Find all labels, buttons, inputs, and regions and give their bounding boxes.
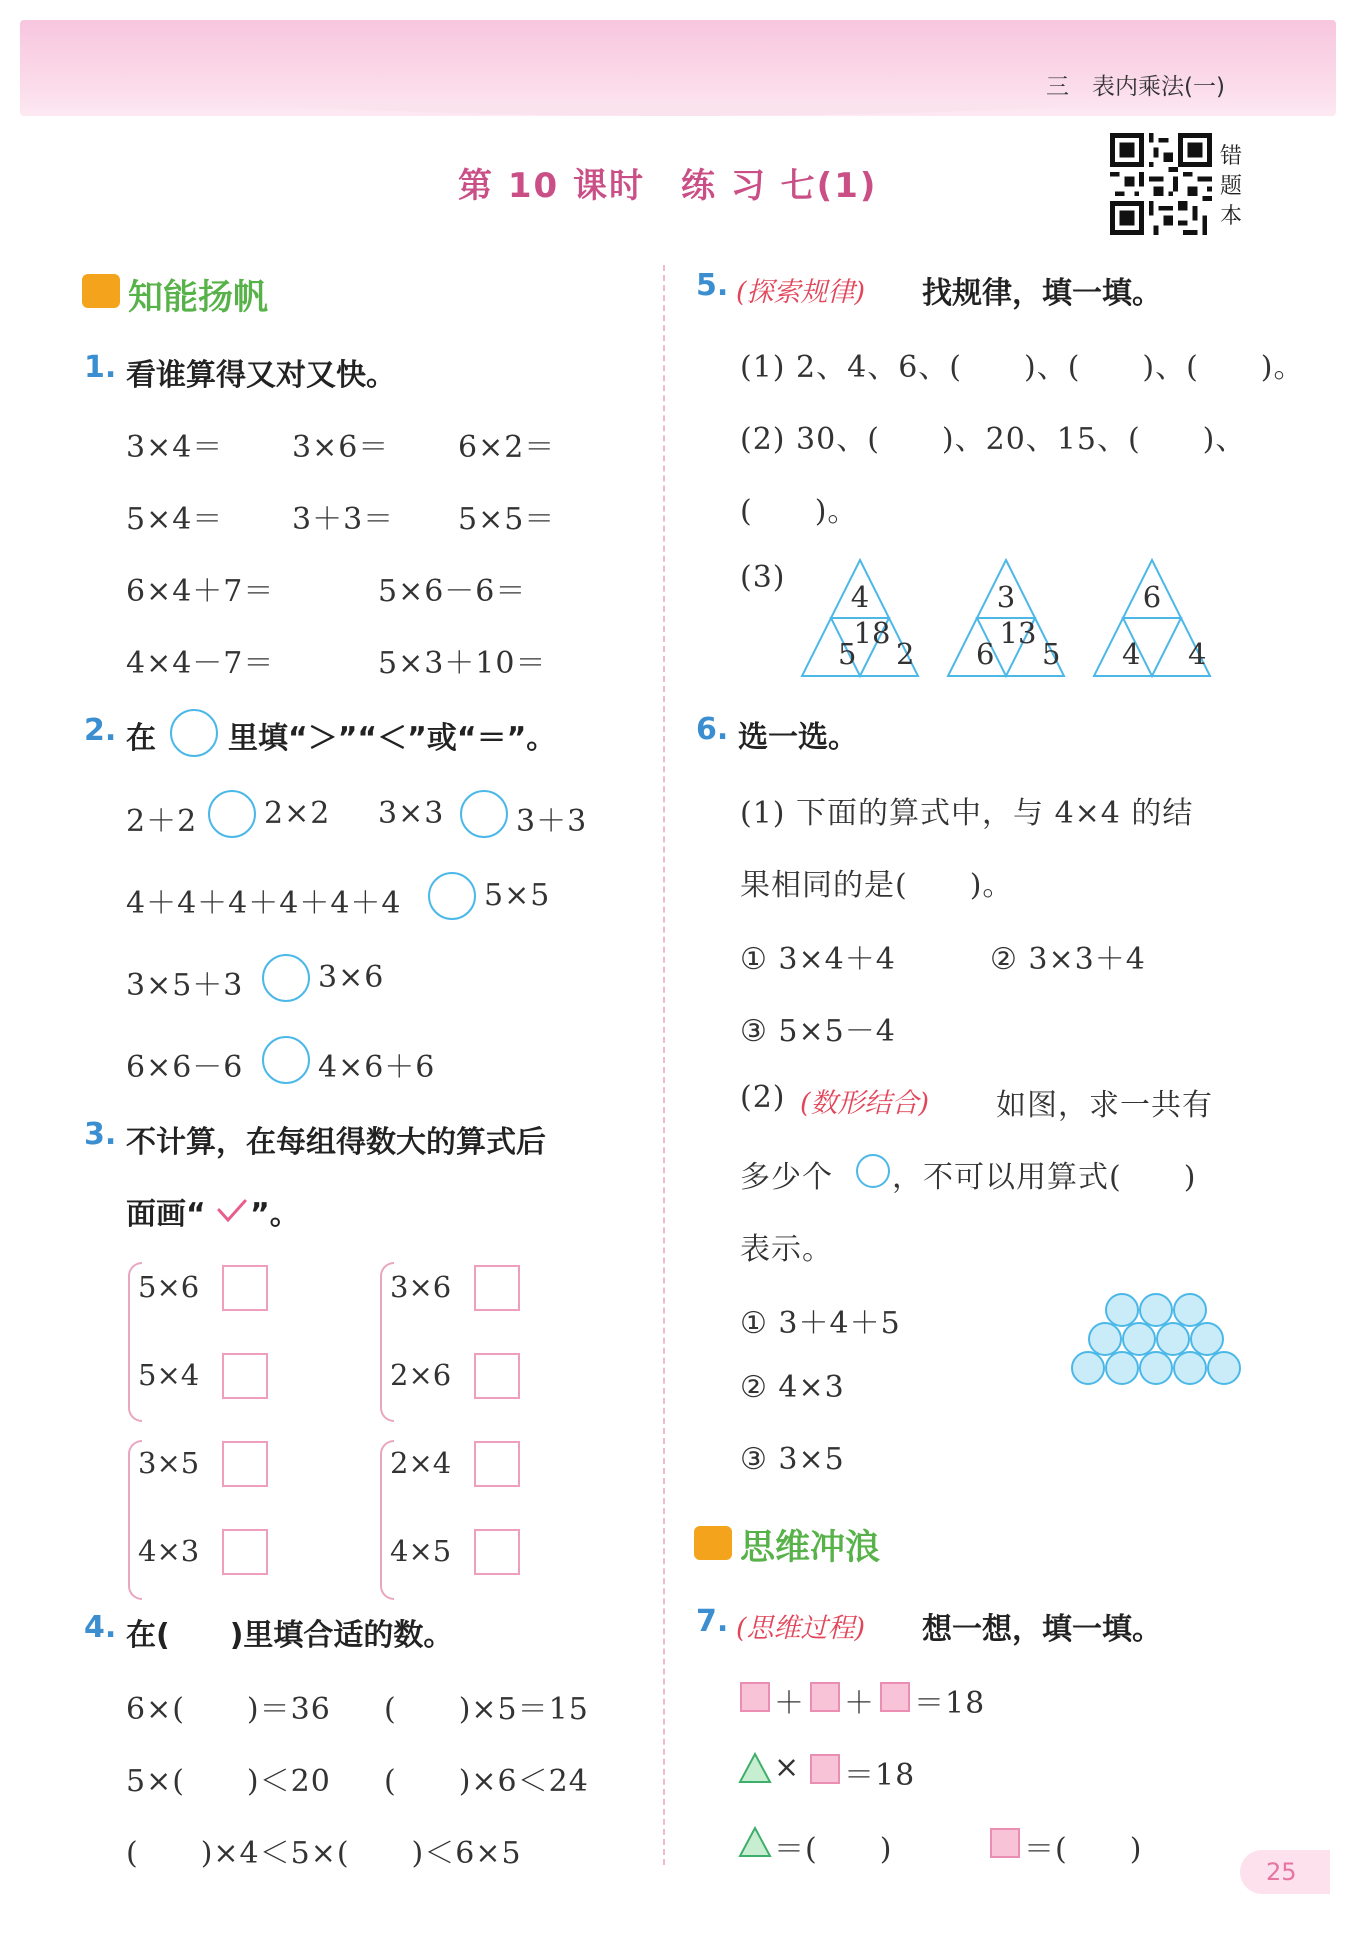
q7-square-answer[interactable]: ＝( ) [1024, 1832, 1143, 1867]
q7-tag: (思维过程) [736, 1613, 866, 1644]
q1-expr: 3×6＝ [292, 430, 390, 465]
q2-right-expr: 3＋3 [516, 804, 588, 839]
q5-part2b: ( )。 [740, 494, 859, 529]
q3-answer-box[interactable] [474, 1529, 520, 1575]
q6-number: 6. [696, 712, 729, 747]
q2-left-expr: 2＋2 [126, 804, 198, 839]
q3-expr: 2×4 [390, 1446, 452, 1480]
square-symbol [740, 1682, 770, 1712]
q2-answer-circle[interactable] [262, 1036, 310, 1084]
q3-answer-box[interactable] [222, 1441, 268, 1487]
q2-number: 2. [84, 713, 117, 748]
small-circle-icon [856, 1154, 890, 1188]
q7-number: 7. [696, 1604, 729, 1639]
q1-expr: 5×6－6＝ [378, 574, 527, 609]
q4-text: 在( )里填合适的数。 [126, 1618, 454, 1653]
mistake-book-label: 错题本 [1219, 144, 1242, 229]
qr-code-icon[interactable] [1110, 133, 1212, 235]
q1-expr: 4×4－7＝ [126, 646, 275, 681]
q3-answer-box[interactable] [222, 1529, 268, 1575]
q3-line1: 不计算，在每组得数大的算式后 [126, 1125, 546, 1160]
q3-line2-before: 面画“ [126, 1197, 206, 1232]
plus-sign: ＋ [774, 1686, 805, 1721]
q6-part1a: (1) 下面的算式中，与 4×4 的结 [740, 796, 1194, 831]
q6-part2c: 表示。 [740, 1232, 833, 1267]
q5-text: 找规律，填一填。 [922, 276, 1162, 311]
q6-part2-prefix: (2) [740, 1080, 786, 1115]
triangle-symbol-icon [738, 1826, 772, 1858]
q6-part2b-before: 多少个 [740, 1160, 833, 1195]
triangle-right-number: 4 [1188, 637, 1207, 671]
square-symbol [810, 1682, 840, 1712]
q6-text: 选一选。 [738, 720, 858, 755]
q1-expr: 6×2＝ [458, 430, 556, 465]
q6-tag: (数形结合) [800, 1088, 930, 1119]
q6-option[interactable]: ② 3×3＋4 [990, 942, 1146, 977]
triangle-symbol-icon [738, 1752, 772, 1784]
q6-part2b-after: ，不可以用算式( ) [892, 1160, 1197, 1195]
q5-part3-label: (3) [740, 560, 786, 595]
q4-equation: 5×( )＜20 [126, 1764, 331, 1799]
q2-answer-circle[interactable] [262, 954, 310, 1002]
section1-title: 知能扬帆 [128, 278, 269, 318]
q4-equation: ( )×6＜24 [384, 1764, 589, 1799]
q3-expr: 5×6 [138, 1270, 200, 1304]
triangle-left-number: 6 [976, 637, 995, 671]
checkmark-icon [216, 1198, 248, 1224]
q7-triangle-answer[interactable]: ＝( ) [774, 1832, 893, 1867]
triangle-left-number: 5 [838, 637, 857, 671]
q1-expr: 5×5＝ [458, 502, 556, 537]
q1-text: 看谁算得又对又快。 [126, 358, 396, 393]
unit-label: 三 表内乘法(一) [1046, 74, 1225, 100]
square-symbol [880, 1682, 910, 1712]
times-sign: × [774, 1750, 801, 1785]
q3-answer-box[interactable] [474, 1353, 520, 1399]
section-sail-icon [82, 274, 120, 308]
section-wave-icon [694, 1526, 732, 1560]
q7-eq2-result: ＝18 [844, 1758, 916, 1793]
q1-expr: 3×4＝ [126, 430, 224, 465]
triangle-center-number: 18 [853, 616, 891, 650]
header-wave [20, 100, 1336, 126]
q3-answer-box[interactable] [222, 1353, 268, 1399]
q1-expr: 5×3＋10＝ [378, 646, 547, 681]
q3-expr: 5×4 [138, 1358, 200, 1392]
circle-pyramid-figure [1070, 1290, 1242, 1390]
q2-left-expr: 3×3 [378, 796, 445, 831]
q2-answer-circle[interactable] [460, 790, 508, 838]
q2-left-expr: 3×5＋3 [126, 968, 244, 1003]
q6-option[interactable]: ③ 5×5－4 [740, 1014, 896, 1049]
q2-text-before: 在 [126, 721, 156, 756]
q6-part1b: 果相同的是( )。 [740, 868, 1014, 903]
q5-number: 5. [696, 268, 729, 303]
triangle-top-number: 4 [850, 580, 870, 614]
triangle-right-number: 2 [896, 637, 915, 671]
q3-expr: 2×6 [390, 1358, 452, 1392]
compare-circle-icon [170, 709, 218, 757]
section2-title: 思维冲浪 [740, 1528, 881, 1568]
q6-part2a: 如图，求一共有 [996, 1088, 1213, 1123]
q2-right-expr: 4×6＋6 [318, 1050, 436, 1085]
page-number: 25 [1240, 1850, 1330, 1894]
q6-option[interactable]: ② 4×3 [740, 1370, 845, 1405]
q2-right-expr: 2×2 [264, 796, 331, 831]
q4-equation: 6×( )＝36 [126, 1692, 331, 1727]
q6-option[interactable]: ① 3＋4＋5 [740, 1306, 901, 1341]
q3-expr: 3×5 [138, 1446, 200, 1480]
q3-answer-box[interactable] [474, 1441, 520, 1487]
column-divider [663, 265, 665, 1865]
q4-number: 4. [84, 1610, 117, 1645]
triangle-top-number: 6 [1142, 580, 1162, 614]
q1-expr: 5×4＝ [126, 502, 224, 537]
triangle-center-number: 13 [999, 616, 1037, 650]
q5-part1: (1) 2、4、6、( )、( )、( )。 [740, 350, 1305, 385]
plus-sign: ＋ [844, 1686, 875, 1721]
q3-line2-after: ”。 [250, 1197, 300, 1232]
triangle-top-number: 3 [996, 580, 1016, 614]
q3-answer-box[interactable] [222, 1265, 268, 1311]
q3-expr: 4×3 [138, 1534, 200, 1568]
q6-option[interactable]: ① 3×4＋4 [740, 942, 896, 977]
q4-equation: ( )×5＝15 [384, 1692, 589, 1727]
q3-expr: 3×6 [390, 1270, 452, 1304]
triangle-left-number: 4 [1122, 637, 1141, 671]
q7-text: 想一想，填一填。 [922, 1612, 1162, 1647]
q2-answer-circle[interactable] [208, 790, 256, 838]
q2-left-expr: 6×6－6 [126, 1050, 244, 1085]
q3-number: 3. [84, 1117, 117, 1152]
q2-answer-circle[interactable] [428, 872, 476, 920]
q1-expr: 6×4＋7＝ [126, 574, 275, 609]
q2-right-expr: 3×6 [318, 960, 385, 995]
q3-expr: 4×5 [390, 1534, 452, 1568]
q1-number: 1. [84, 350, 117, 385]
q2-left-expr: 4＋4＋4＋4＋4＋4 [126, 886, 402, 921]
q5-tag: (探索规律) [736, 277, 866, 308]
triangle-right-number: 5 [1042, 637, 1061, 671]
q7-eq1-result: ＝18 [914, 1686, 986, 1721]
q5-part2a: (2) 30、( )、20、15、( )、 [740, 422, 1247, 457]
q2-text-after: 里填“＞”“＜”或“＝”。 [228, 721, 557, 756]
q3-answer-box[interactable] [474, 1265, 520, 1311]
lesson-title: 第 10 课时 练 习 七(1) [458, 166, 878, 206]
q1-expr: 3＋3＝ [292, 502, 395, 537]
q2-right-expr: 5×5 [484, 878, 551, 913]
square-symbol [810, 1754, 840, 1784]
square-symbol [990, 1828, 1020, 1858]
q4-equation: ( )×4＜5×( )＜6×5 [126, 1836, 522, 1871]
q6-option[interactable]: ③ 3×5 [740, 1442, 845, 1477]
